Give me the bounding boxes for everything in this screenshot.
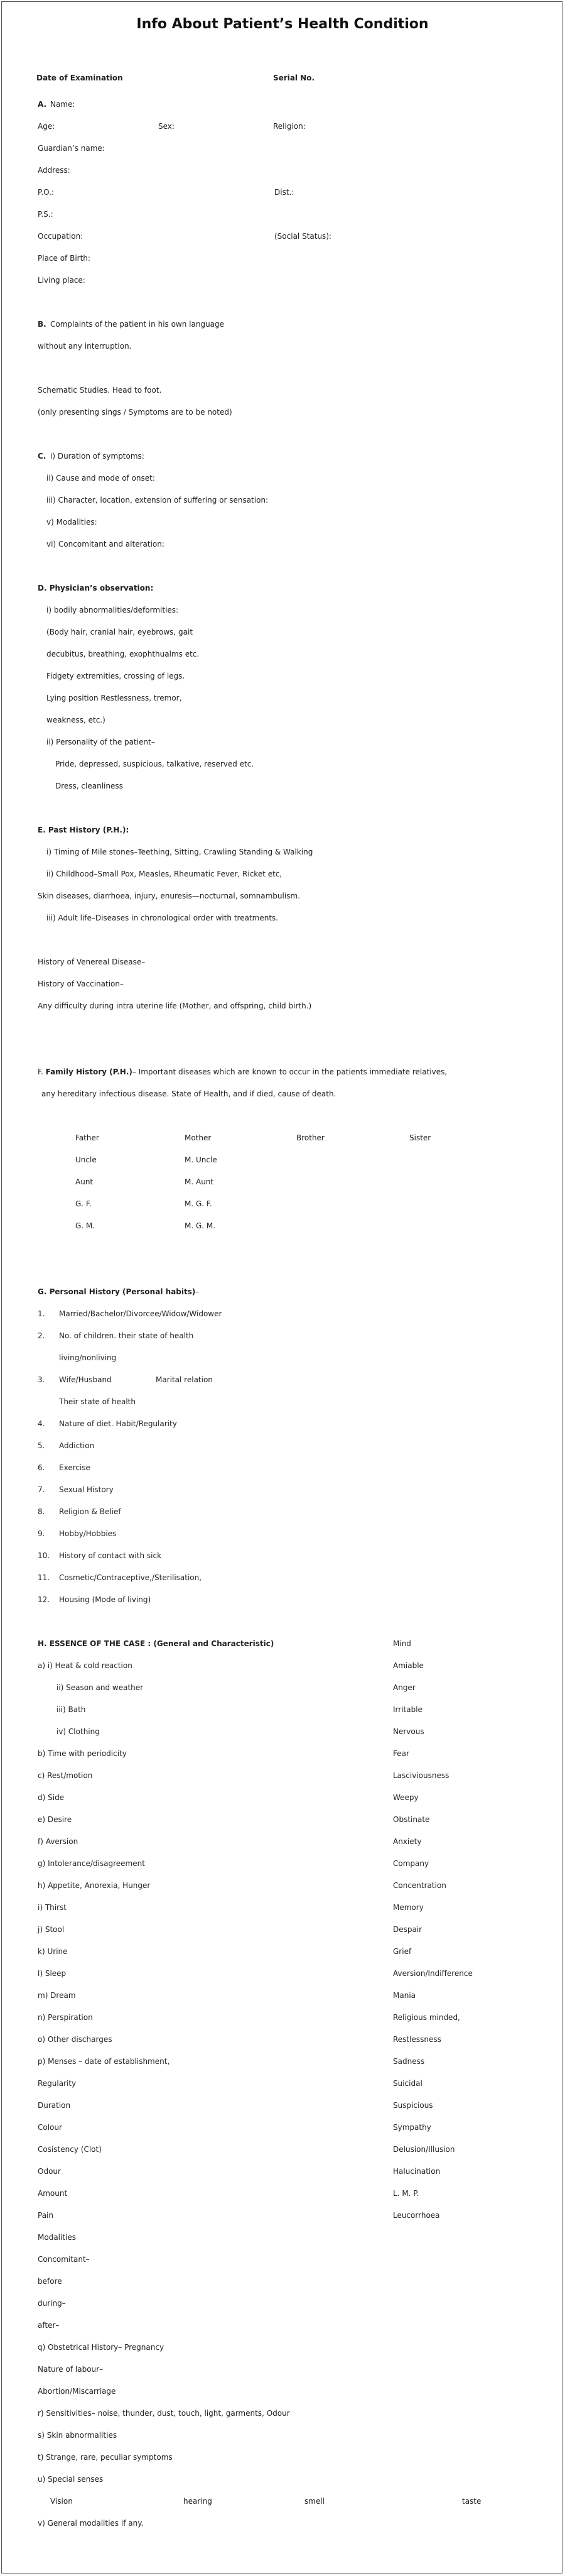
section-e-line: ii) Childhood–Small Pox, Measles, Rheumatic Fever, Ricket etc, [46,870,282,878]
personal-item-num: 11. [38,1573,50,1582]
section-e-line: Skin diseases, diarrhoea, injury, enuresis—nocturnal, somnambulism. [38,892,300,900]
personal-item-num: 12. [38,1595,50,1604]
date-label: Date of Examination [36,74,123,82]
personal-item-text: Hobby/Hobbies [59,1529,117,1538]
section-d-line: weakness, etc.) [46,716,105,724]
section-g-heading-line [38,1287,199,1297]
essence-item: b) Time with periodicity [38,1749,127,1758]
personal-item-num: 7. [38,1485,45,1494]
essence-item: s) Skin abnormalities [38,2431,117,2440]
age-label: Age: [38,122,55,131]
mind-item: Concentration [393,1881,446,1890]
section-e-line: iii) Adult life–Diseases in chronological order with treatments. [46,914,279,922]
personal-item-num: 1. [38,1309,45,1318]
mind-item: Aversion/Indifference [393,1969,473,1978]
dist-label: Dist.: [274,188,294,197]
mind-item: Lasciviousness [393,1771,449,1780]
personal-item-text: History of contact with sick [59,1551,162,1560]
section-d-line: i) bodily abnormalities/deformities: [46,606,179,614]
mind-item: Nervous [393,1727,424,1736]
mind-item: Anger [393,1683,416,1692]
section-f-prefix: F. [38,1067,43,1076]
mind-item: Fear [393,1749,409,1758]
mind-item: Religious minded, [393,2013,460,2022]
sense-vision: Vision [50,2497,73,2506]
section-g-heading: G. Personal History (Personal habits) [38,1287,196,1296]
essence-item: after– [38,2321,60,2330]
schematic-line: (only presenting sings / Symptoms are to be noted) [38,408,232,417]
section-a-letter: A. [38,100,47,109]
mind-item: Grief [393,1947,412,1956]
venereal-line: History of Venereal Disease– [38,958,146,966]
essence-item: Odour [38,2167,61,2176]
section-d-line: Lying position Restlessness, tremor, [46,694,182,702]
birthplace-label: Place of Birth: [38,254,90,263]
mind-item: Halucination [393,2167,441,2176]
essence-item: Regularity [38,2079,77,2088]
essence-item: u) Special senses [38,2475,104,2484]
essence-item: Nature of labour– [38,2365,104,2374]
essence-item: during– [38,2299,66,2308]
sense-smell: smell [304,2497,325,2506]
personal-item-text: Sexual History [59,1485,114,1494]
personal-item-text: Cosmetic/Contraceptive,/Sterilisation, [59,1573,202,1582]
mind-item: Sadness [393,2057,425,2066]
mind-item: Amiable [393,1661,424,1670]
essence-item: d) Side [38,1793,65,1802]
section-b-letter: B. [38,320,46,329]
mind-item: Irritable [393,1705,422,1714]
mind-item: Leucorrhoea [393,2211,440,2220]
sense-taste: taste [462,2497,482,2506]
section-c-item: iii) Character, location, extension of suffering or sensation: [46,496,269,505]
mind-item: Despair [393,1925,422,1934]
social-status-label: (Social Status): [274,232,332,241]
relative-mgm: M. G. M. [185,1221,216,1230]
section-e-line: i) Timing of Mile stones–Teething, Sitting, Crawling Standing & Walking [46,848,313,856]
personal-item-text: Nature of diet. Habit/Regularity [59,1419,177,1428]
mind-item: Company [393,1859,429,1868]
essence-item: Cosistency (Clot) [38,2145,102,2154]
mind-item: Obstinate [393,1815,430,1824]
vaccination-line: History of Vaccination– [38,980,124,988]
essence-item: j) Stool [38,1925,65,1934]
mind-item: Memory [393,1903,424,1912]
essence-item: e) Desire [38,1815,72,1824]
personal-item-text: No. of children. their state of health [59,1331,194,1340]
essence-item: before [38,2277,62,2286]
section-c-letter: C. [38,452,46,461]
relative-gf: G. F. [75,1199,92,1208]
section-c-item: i) Duration of symptoms: [50,452,144,461]
relative-sister: Sister [409,1133,431,1142]
essence-item: q) Obstetrical History– Pregnancy [38,2343,164,2352]
name-label: Name: [50,100,75,109]
essence-item: g) Intolerance/disagreement [38,1859,145,1868]
essence-item: m) Dream [38,1991,76,2000]
section-f-text: – Important diseases which are known to occur in the patients immediate relatives, [132,1067,448,1076]
section-d-line: Pride, depressed, suspicious, talkative, reserved etc. [55,760,254,768]
essence-item: k) Urine [38,1947,68,1956]
personal-item-text: Addiction [59,1441,95,1450]
personal-item-num: 2. [38,1331,45,1340]
essence-item: o) Other discharges [38,2035,112,2044]
personal-item-text: Wife/Husband [59,1375,112,1384]
section-d-heading: D. Physician’s observation: [38,584,154,592]
section-c-item: v) Modalities: [46,518,97,527]
essence-item: iii) Bath [56,1705,86,1714]
section-d-line: Fidgety extremities, crossing of legs. [46,672,185,680]
mind-item: Delusion/Illusion [393,2145,455,2154]
essence-item: ii) Season and weather [56,1683,144,1692]
essence-item: Duration [38,2101,71,2110]
essence-item: t) Strange, rare, peculiar symptoms [38,2453,173,2462]
sex-label: Sex: [158,122,175,131]
personal-item-num: 10. [38,1551,50,1560]
essence-item: Pain [38,2211,53,2220]
essence-item: Modalities [38,2233,77,2242]
essence-item: Concomitant– [38,2255,90,2264]
occupation-label: Occupation: [38,232,83,241]
mind-item: Suspicious [393,2101,433,2110]
mind-item: Mania [393,1991,416,2000]
section-d-line: (Body hair, cranial hair, eyebrows, gait [46,628,193,636]
section-c-item: vi) Concomitant and alteration: [46,540,164,548]
family-history-line [38,1067,447,1077]
family-history-line-2: any hereditary infectious disease. State of Health, and if died, cause of death. [41,1089,336,1098]
essence-item: l) Sleep [38,1969,67,1978]
relative-mgf: M. G. F. [185,1199,212,1208]
relative-uncle: Uncle [75,1155,97,1164]
essence-item: h) Appetite, Anorexia, Hunger [38,1881,151,1890]
section-g-heading-suffix: – [195,1287,200,1296]
personal-item-num: 6. [38,1463,45,1472]
relative-m-uncle: M. Uncle [185,1155,217,1164]
personal-item-text: Their state of health [59,1397,136,1406]
section-d-line: Dress, cleanliness [55,782,123,790]
po-label: P.O.: [38,188,54,197]
mind-item: Sympathy [393,2123,431,2132]
complaints-line: without any interruption. [38,342,132,351]
ps-label: P.S.: [38,210,53,219]
essence-item: f) Aversion [38,1837,78,1846]
mind-item: Anxiety [393,1837,422,1846]
mind-item: Suicidal [393,2079,422,2088]
essence-item: Colour [38,2123,62,2132]
personal-item-text: Exercise [59,1463,90,1472]
page-title: Info About Patient’s Health Condition [136,16,429,32]
essence-item: a) i) Heat & cold reaction [38,1661,132,1670]
complaints-line: Complaints of the patient in his own language [50,320,225,329]
mind-item: Restlessness [393,2035,441,2044]
personal-item-num: 8. [38,1507,45,1516]
personal-item-num: 5. [38,1441,45,1450]
intrauterine-line: Any difficulty during intra uterine life (Mother, and offspring, child birth.) [38,1001,312,1010]
relative-father: Father [75,1133,99,1142]
personal-item-text: Housing (Mode of living) [59,1595,151,1604]
mind-heading: Mind [393,1639,411,1648]
personal-item-text: Religion & Belief [59,1507,121,1516]
guardian-label: Guardian’s name: [38,144,105,153]
essence-item: r) Sensitivities– noise, thunder, dust, touch, light, garments, Odour [38,2409,290,2418]
essence-item: p) Menses – date of establishment, [38,2057,170,2066]
section-d-line: decubitus, breathing, exophthualms etc. [46,650,200,658]
personal-item-num: 9. [38,1529,45,1538]
essence-item: c) Rest/motion [38,1771,93,1780]
section-f-heading: Family History (P.H.) [45,1067,132,1076]
essence-item: n) Perspiration [38,2013,93,2022]
personal-item-num: 3. [38,1375,45,1384]
general-modalities-line: v) General modalities if any. [38,2519,144,2528]
mind-item: Weepy [393,1793,419,1802]
serial-label: Serial No. [273,74,315,82]
essence-item: Amount [38,2189,68,2198]
relative-m-aunt: M. Aunt [185,1177,214,1186]
essence-item: Abortion/Miscarriage [38,2387,116,2396]
relative-brother: Brother [296,1133,325,1142]
sense-hearing: hearing [183,2497,212,2506]
relative-mother: Mother [185,1133,212,1142]
personal-item-text: Married/Bachelor/Divorcee/Widow/Widower [59,1309,222,1318]
section-c-item: ii) Cause and mode of onset: [46,474,155,483]
living-place-label: Living place: [38,276,85,285]
relative-aunt: Aunt [75,1177,94,1186]
section-h-heading: H. ESSENCE OF THE CASE : (General and Characteristic) [38,1639,274,1648]
section-e-heading: E. Past History (P.H.): [38,826,129,834]
relative-gm: G. M. [75,1221,95,1230]
personal-item-num: 4. [38,1419,45,1428]
essence-item: iv) Clothing [56,1727,100,1736]
mind-item: L. M. P. [393,2189,419,2198]
address-label: Address: [38,166,70,175]
personal-item-text: living/nonliving [59,1353,117,1362]
marital-relation-label: Marital relation [156,1375,213,1384]
section-d-line: ii) Personality of the patient– [46,738,155,746]
religion-label: Religion: [273,122,306,131]
essence-item: i) Thirst [38,1903,67,1912]
schematic-line: Schematic Studies. Head to foot. [38,386,162,395]
